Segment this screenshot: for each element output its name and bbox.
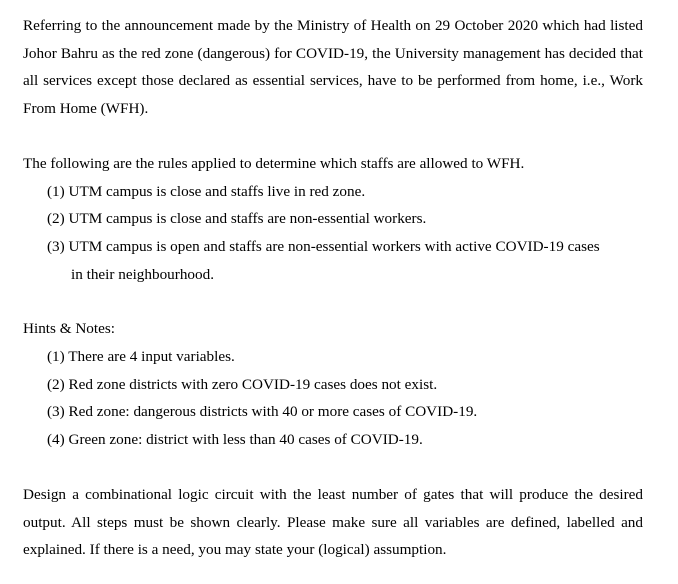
rule-item-2: (2) UTM campus is close and staffs are non-essential workers. xyxy=(47,210,427,227)
hint-item-2: (2) Red zone districts with zero COVID-19 cases does not exist. xyxy=(47,376,438,393)
hint-item-4: (4) Green zone: district with less than 40 cases of COVID-19. xyxy=(47,431,423,448)
hint-item-3: (3) Red zone: dangerous districts with 40 or more cases of COVID-19. xyxy=(47,403,478,420)
hints-heading: Hints & Notes: xyxy=(23,320,115,337)
rule-item-3-line2: in their neighbourhood. xyxy=(71,265,214,283)
hint-item-1: (1) There are 4 input variables. xyxy=(47,348,235,365)
rule-item-1: (1) UTM campus is close and staffs live in red zone. xyxy=(47,183,366,200)
rules-heading: The following are the rules applied to determine which staffs are allowed to WFH. xyxy=(23,155,525,172)
rule-item-3-line1: (3) UTM campus is open and staffs are non-essential workers with active COVID-19 cases xyxy=(47,238,600,255)
design-paragraph: Design a combinational logic circuit with the least number of gates that will produce the desired output. All steps must be shown clearly. Please make sure all variables are defined, labelled and explained. If there is a need, you may state your (logical) assumption. xyxy=(23,486,643,559)
rule-item-3 xyxy=(47,233,647,288)
intro-paragraph: Referring to the announcement made by the Ministry of Health on 29 October 2020 which had listed Johor Bahru as the red zone (dangerous) for COVID-19, the University management has decided that all services except those declared as essential services, have to be performed from home, i.e., Work From Home (WFH). xyxy=(23,17,643,117)
